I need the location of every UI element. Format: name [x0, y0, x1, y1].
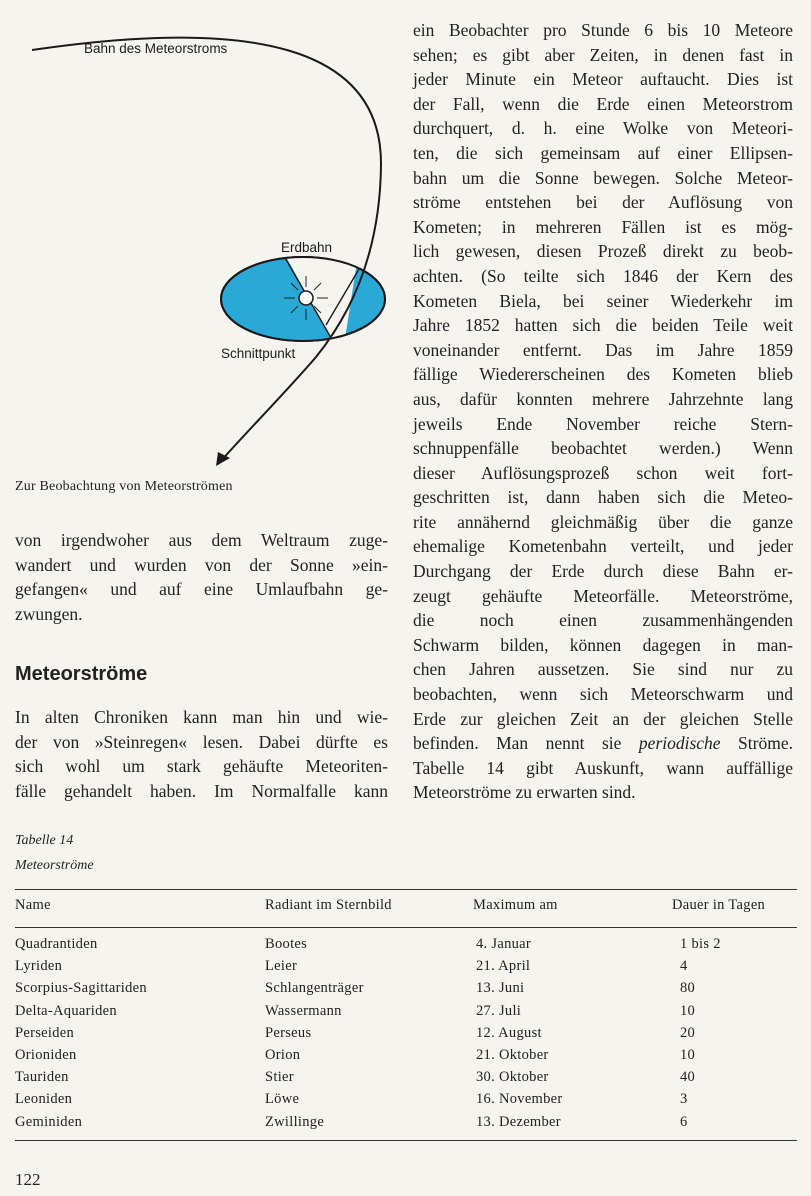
table-cell: Geminiden	[15, 1113, 83, 1130]
text-line: beobachten, wenn sich Meteorschwarm und	[413, 684, 793, 705]
text-line: Kometen Biela, bei seiner Wiederkehr im	[413, 290, 793, 311]
text-line: dieser Auflösungsprozeß schon weit fort-	[413, 462, 793, 483]
table-cell: Lyriden	[15, 958, 63, 975]
page-number: 122	[15, 1170, 41, 1189]
table-cell: 27. Juli	[476, 1002, 522, 1019]
intersection-label: Schnittpunkt	[221, 346, 296, 361]
text-line: aus, dafür konnten mehrere Jahrzehnte lang	[413, 388, 793, 409]
text-line: rite annähernd gleichmäßig über die ganze	[413, 511, 793, 532]
right-column-paragraph	[413, 18, 793, 805]
table-header-rule	[15, 927, 797, 928]
table-cell: 10	[680, 1047, 696, 1063]
text-line: jeweils Ende November reiche Stern-	[413, 413, 793, 434]
table-cell: 13. Juni	[476, 980, 525, 997]
text-line: Meteorströme zu erwarten sind.	[413, 782, 636, 803]
table-cell: 4. Januar	[476, 936, 532, 952]
text-line: durchquert, d. h. eine Wolke von Meteori-	[413, 118, 793, 139]
table-cell: 21. Oktober	[476, 1047, 549, 1063]
text-line: sehen; es gibt aber Zeiten, in denen fast in	[413, 44, 793, 65]
table-cell: Leoniden	[15, 1091, 73, 1108]
text-line: lich gewesen, diesen Prozeß direkt zu beob-	[413, 241, 793, 262]
table-cell: Schlangenträger	[265, 980, 364, 997]
table-cell: 30. Oktober	[476, 1069, 549, 1086]
text-line: die noch einen zusammenhängenden	[413, 610, 793, 631]
text-line: wandert und wurden von der Sonne »ein-	[15, 554, 388, 575]
text-line: der von »Steinregen« lesen. Dabei dürfte es	[15, 731, 388, 752]
text-line: Erde zur gleichen Zeit an der gleichen Stelle	[413, 708, 793, 729]
left-paragraph-2	[15, 705, 388, 803]
table-title: Meteorströme	[15, 858, 94, 873]
table-header-cell: Maximum am	[473, 897, 558, 913]
meteor-stream-diagram	[0, 0, 400, 480]
table-cell: 13. Dezember	[476, 1113, 561, 1130]
table-cell: Delta-Aquariden	[15, 1002, 117, 1019]
text-line: der Fall, wenn die Erde einen Meteorstrom	[413, 93, 793, 114]
text-line: zwungen.	[15, 603, 83, 624]
text-line: sich wohl um stark gehäufte Meteoriten-	[15, 756, 388, 777]
text-line: bahn um die Sonne bewegen. Solche Meteor-	[413, 167, 793, 188]
text-line: ehemalige Kometenbahn verteilt, und jeder	[413, 536, 793, 557]
table-cell: Bootes	[265, 936, 308, 952]
text-line: Jahre 1852 hatten sich die beiden Teile weit	[413, 315, 793, 336]
table-cell: 12. August	[476, 1024, 542, 1041]
text-line: fällige Wiedererscheinen des Kometen blieb	[413, 364, 793, 385]
section-heading: Meteorströme	[15, 663, 148, 685]
table-cell: 21. April	[476, 958, 531, 975]
text-line: jeder Minute ein Meteor auftaucht. Dies ist	[413, 69, 793, 90]
table-cell: 80	[680, 980, 696, 997]
text-line: achten. (So teilte sich 1846 der Kern des	[413, 265, 793, 286]
text-line: befinden. Man nennt sie periodische Ströme.	[413, 733, 793, 754]
text-line: voneinander entfernt. Das im Jahre 1859	[413, 339, 793, 360]
text-line: von irgendwoher aus dem Weltraum zuge-	[15, 530, 388, 550]
table-cell: Tauriden	[15, 1069, 69, 1086]
text-line: Tabelle 14 gibt Auskunft, wann auffällige	[413, 757, 793, 778]
table-top-rule	[15, 889, 797, 890]
table-cell: 10	[680, 1002, 696, 1019]
table-cell: Scorpius-Sagittariden	[15, 980, 147, 997]
text-line: ein Beobachter pro Stunde 6 bis 10 Meteore	[413, 20, 793, 40]
text-line: zeugt gehäufte Meteorfälle. Meteorströme,	[413, 585, 793, 606]
text-line: chen Jahren aussetzen. Sie sind nur zu	[413, 659, 793, 680]
table-cell: Löwe	[265, 1091, 300, 1108]
text-line: Schwarm bilden, können dagegen in man-	[413, 634, 793, 655]
table-cell: 16. November	[476, 1091, 563, 1108]
table-cell: 3	[680, 1091, 688, 1108]
table-cell: Orioniden	[15, 1047, 77, 1063]
table-number: Tabelle 14	[15, 833, 74, 848]
table-cell: Leier	[265, 958, 298, 975]
table-cell: 1 bis 2	[680, 936, 721, 952]
text-line: In alten Chroniken kann man hin und wie-	[15, 707, 388, 727]
table-header-cell: Name	[15, 897, 51, 913]
text-line: ten, die sich gemeinsam auf einer Ellipsen-	[413, 142, 793, 163]
table-cell: Stier	[265, 1069, 294, 1086]
table-cell: Perseus	[265, 1024, 312, 1041]
earth-orbit-label: Erdbahn	[281, 240, 333, 255]
text-line: schnuppenfälle beobachtet werden.) Wenn	[413, 438, 793, 459]
table-header-cell: Radiant im Sternbild	[265, 897, 392, 913]
table-cell: 6	[680, 1113, 688, 1130]
text-line: Durchgang der Erde durch diese Bahn er-	[413, 561, 793, 582]
left-paragraph-1	[15, 528, 388, 626]
table-cell: Wassermann	[265, 1002, 342, 1019]
table-header-cell: Dauer in Tagen	[672, 897, 766, 913]
table-bottom-rule	[15, 1140, 797, 1141]
table-cell: Perseiden	[15, 1024, 75, 1041]
table-cell: 4	[680, 958, 688, 975]
orbit-label: Bahn des Meteorstroms	[84, 41, 228, 56]
text-line: fälle gehandelt haben. Im Normalfalle kann	[15, 780, 388, 801]
text-line: Kometen; in mehreren Fällen ist es mög-	[413, 216, 793, 237]
text-line: ströme entstehen bei der Auflösung von	[413, 192, 793, 213]
table-cell: Orion	[265, 1047, 301, 1063]
text-line: geschritten ist, dann haben sich die Meteo-	[413, 487, 793, 508]
table-cell: 40	[680, 1069, 696, 1086]
table-cell: Zwillinge	[265, 1113, 325, 1130]
figure-caption: Zur Beobachtung von Meteorströmen	[15, 479, 233, 494]
table-cell: 20	[680, 1024, 696, 1041]
text-line: gefangen« und auf eine Umlaufbahn ge-	[15, 579, 388, 600]
table-cell: Quadrantiden	[15, 936, 98, 952]
